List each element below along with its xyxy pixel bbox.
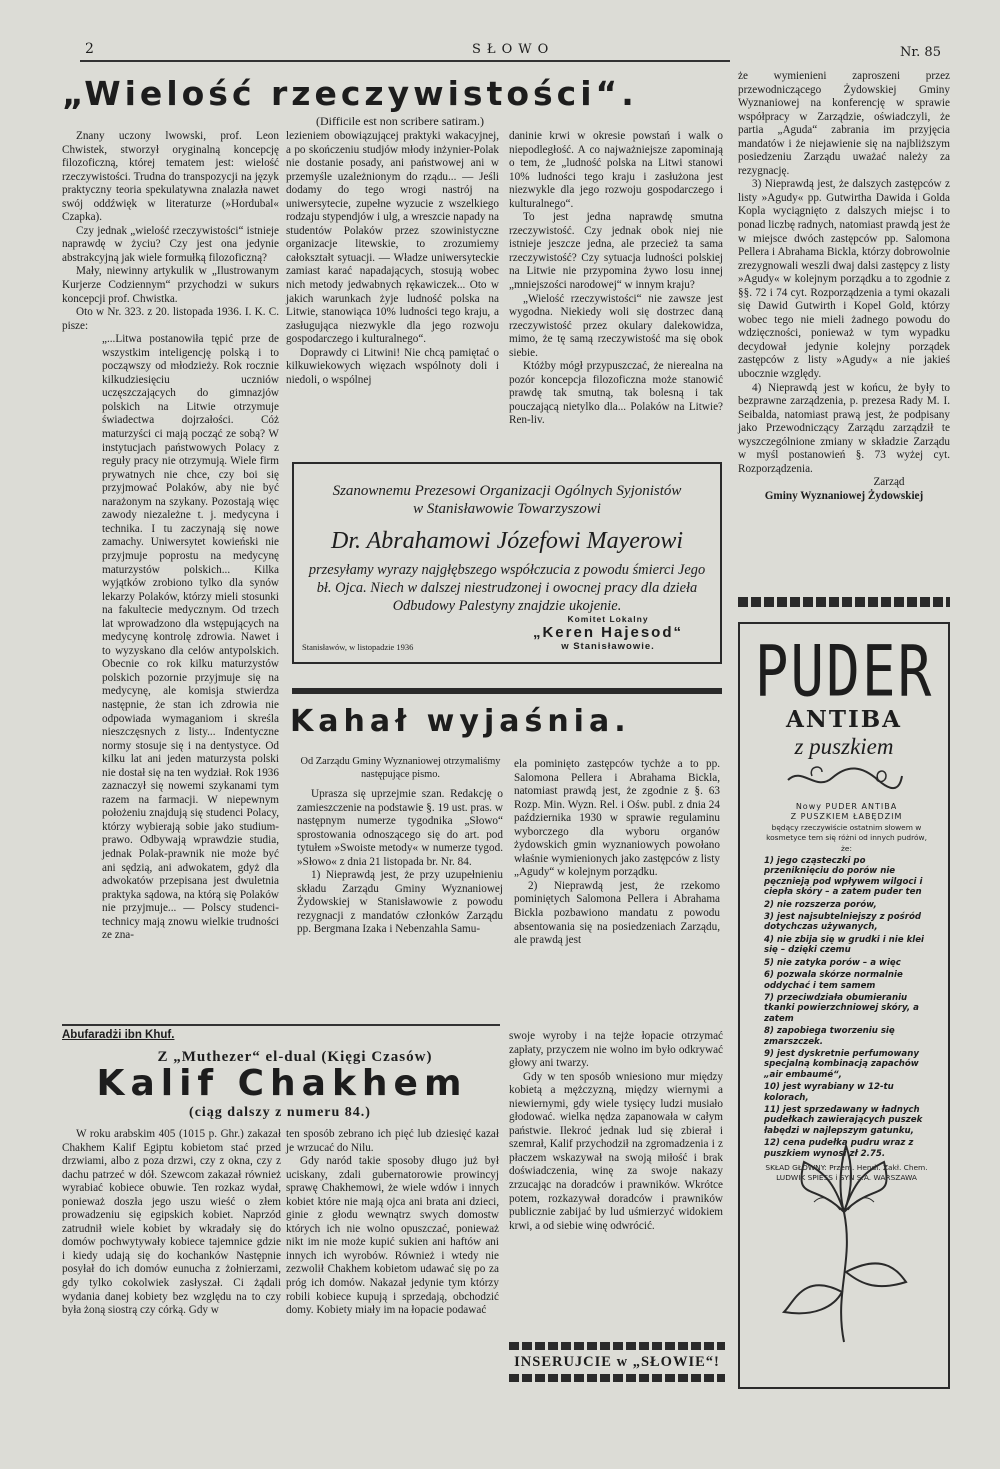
article1-column-1: [62, 130, 279, 943]
paragraph: że wymienieni zaproszeni przez przewodniczącego Żydowskiej Gminy Wyznaniowej na konferencję w sprawie współpracy w Zarządzie, oświadczyli, że partia „Aguda“ zabrania im przyjęcia mandatów i że niejawienie się na najbliższym posiedzeniu Zarządu uważać należy za rezygnację.: [738, 70, 950, 177]
ad-item: 4) nie zbija się w grudki i nie klei się – dzięki czemu: [764, 934, 924, 956]
article3-column-3: [509, 1030, 723, 1233]
condolence-notice: [292, 462, 722, 664]
banner-rule-top: [509, 1342, 725, 1350]
article-title-kahal: Kahał wyjaśnia.: [290, 704, 631, 739]
paragraph: 3) Nieprawdą jest, że dalszych zastępców z listy »Agudy« pp. Gutwirtha Dawida i Golda Kopla wyciągnięto z dalszych miejsc i to ponad liczbę radnych, natomiast prawdą jest że w miejsce dwóch zastępców pp. Salomona Pellera i Abrahama Bickla, którzy dobrowolnie zrezygnowali weszli dwaj dalsi zastępcy z listy »Agudy« w kolejnym porządku a to zgodnie z §§. 72 i 74 cyt. Rozporządzenia a tymi okazali się Dawid Gutwirth i Kopel Gold, którzy wobec tego nie mieli żadnego powodu do wdzięczności, ponieważ w tym wypadku decydował jedynie kolejny porządek zastępców z listy »Agudy« a nie jakieś ubocznie względy.: [738, 178, 950, 381]
article3-author: Abufaradżi ibn Khuf.: [62, 1029, 175, 1041]
article2-column-3: [738, 70, 950, 504]
article3-subtitle: Z „Muthezer“ el-dual (Kięgi Czasów): [157, 1049, 433, 1065]
ad-item: 6) pozwala skórze normalnie oddychać i tem samem: [764, 970, 903, 991]
notice-line-1: Szanownemu Prezesowi Organizacji Ogólnych Syjonistów: [332, 483, 682, 499]
article-title-wielosc: „Wielość rzeczywistości“.: [62, 74, 638, 113]
paragraph: „Wielość rzeczywistości“ nie zawsze jest wygodna. Niekiedy woli się dostrzec daną rzeczywistość przez okulary dalekowidza, mimo, że tę samą rzeczywistość ma się obok siebie.: [509, 292, 723, 359]
ad-product-name: ANTIBA: [785, 706, 903, 733]
paragraph: W roku arabskim 405 (1015 p. Ghr.) zakazał Chakhem Kalif Egiptu kobietom stać przed drzwiami, albo z poza drzwi, czy z okna, czy z dachu patrzeć w dół. Szewcom zakazał również wyrabiać kobiece obuwie. Ten rozkaz wydał, ponieważ doszła jego uszu wieść o złem prowadzeniu się egipskich kobiet. Naprzód zatrudnił wiele kobiet by wkradały się do domów pochwytywały kobiece tajemnice gdzie i kiedy udają się do kochanków Następnie posyłał do ich domów eunucha z żołnierzami, gdy tylko cokolwiek zasłyszał. Ci żądali wydania danej kobiety bez względu na to czy była żoną siostrą czy córką. Gdy w: [62, 1128, 281, 1317]
article1-column-2: [286, 130, 499, 387]
banner-rule-bottom: [509, 1374, 725, 1382]
section-rule: [292, 688, 722, 694]
page-number: 2: [85, 41, 94, 57]
paragraph: Uprasza się uprzejmie szan. Redakcję o zamieszczenie na podstawie §. 19 ust. pras. w następnym numerze tygodnika „Słowo“ sprostowania odnoszącego się do art. pod tytułem »Swoiste metody« w numerze tygod. »Słowo« z dnia 21 listopada br. Nr. 84.: [297, 788, 503, 868]
paragraph: ten sposób zebrano ich pięć lub dziesięć kazał je wrzucać do Nilu.: [286, 1128, 499, 1154]
flower-illustration-icon: [774, 1142, 914, 1362]
ad-item: 7) przeciwdziała obumieraniu tkanki powierzchniowej skóry, a zatem: [764, 992, 919, 1024]
committee-name: „Keren Hajesod“: [532, 624, 684, 641]
paragraph: Mały, niewinny artykulik w „Ilustrowanym Kurjerze Codziennym“ przychodzi w sukurs koncepcji prof. Chwistka.: [62, 265, 279, 305]
paragraph: Oto w Nr. 323. z 20. listopada 1936. I. K. C. pisze:: [62, 306, 279, 332]
header-rule: [80, 60, 730, 62]
ad-product-sub: z puszkiem: [794, 734, 894, 759]
paragraph: lezieniem obowiązującej praktyki wakacyjnej, a po skończeniu studjów młody inżynier-Polak nie dostanie posady, ani państwowej ani w przemyśle uzależnionym do rządu... — Jeśli dodamy do tego wrogi nastrój na uniwersytecie, zupełne wyzucie z wszelkiego rodzaju stypendjów i ulg, a wreszcie napady na studentów Polaków przez szowinistyczne organizacje litewskie, to zrozumiemy całokształt sytuacji. — Władze uniwersyteckie zamiast karać napadających, stosują wobec nich metody jedwabnych rękawiczek... Oto w jakich warunkach żyje ludność polska na Litwie, stanowiąca 10% ludności tego kraju, a zasługująca niezwykle dla jego rozwoju gospodarczego i kulturalnego“.: [286, 130, 499, 346]
signature-line-1: Zarząd: [873, 476, 905, 489]
ad-item: 1) jego cząsteczki po przeniknięciu do porów nie pęcznieją pod wpływem wilgoci i ciepła skóry – a zatem puder ten: [764, 856, 923, 898]
ad-item: 12) cena pudełka pudru wraz z puszkiem wynosi zł 2.75.: [764, 1138, 914, 1159]
article-title-kalif: Kalif Chakhem: [96, 1063, 468, 1104]
ad-item: 5) nie zatyka porów – a więc: [764, 957, 901, 968]
paragraph: Doprawdy ci Litwini! Nie chcą pamiętać o kilkuwiekowych więzach wspólnoty doli i niedoli, o wspólnej: [286, 346, 499, 386]
ad-item: 9) jest dyskretnie perfumowany specjalną kombinacją zapachów „air embaumé“,: [764, 1048, 919, 1080]
article3-column-2: [286, 1128, 499, 1318]
paragraph: Czy jednak „wielość rzeczywistości“ istnieje naprawdę w życiu? Czy jest ona jedynie abstrakcyjną jak wiele formułką filozoficzną?: [62, 224, 279, 264]
paragraph: daninie krwi w okresie powstań i walk o niepodległość. A co najważniejsze zapominają o tem, że „ludność polska na Litwi stanowi 10% ludności tego kraju i zasłużona jest niezwykle dla jego rozwoju gospodarczego i kulturalnego“.: [509, 130, 723, 210]
swirl-ornament-icon: [782, 762, 908, 796]
masthead-name: SŁOWO: [472, 42, 555, 57]
notice-body: przesyłamy wyrazy najgłębszego współczucia z powodu śmierci Jego bł. Ojca. Niech w dalszej niestrudzonej i owocnej pracy dla dzieła Odbudowy Palestyny znajdzie ukojenie.: [308, 562, 706, 614]
ad-intro-3: będący rzeczywiście ostatnim słowem w kosmetyce tem się różni od innych pudrów, że:: [766, 822, 927, 853]
notice-committee: [518, 614, 698, 652]
puder-antiba-advertisement: [738, 622, 950, 1389]
paragraph: swoje wyroby i na tejże łopacie otrzymać zapłaty, przyczem nie wolno im było odkrywać głowy ani twarzy.: [509, 1030, 723, 1070]
ad-footer: SKŁAD GŁÓWNY: Przem. Hendl. Zakł. Chem. LUDWIK SPIESS i SYN S.A. WARSZAWA: [765, 1163, 928, 1183]
paragraph: Znany uczony lwowski, prof. Leon Chwistek, stworzył oryginalną koncepcję filozoficzną, której tematem jest: wielość rzeczywistości. Trudna do transpozycji na język praktyczny teoria spekulatywna znalazła nawet swój oddźwięk w literaturze (»Hordubal« Czapka).: [62, 130, 279, 224]
section-rule: [62, 1024, 500, 1026]
article2-lead: Od Zarządu Gminy Wyznaniowej otrzymaliśmy następujące pismo.: [300, 756, 501, 780]
committee-label: Komitet Lokalny: [567, 614, 649, 624]
paragraph: Gdy w ten sposób wniesiono mur między kobietą a mężczyzną, między wiernymi a niewiernymi, gdy wiele tysięcy ludzi musiało głodować. wielka nędza zapanowała w całym państwie. Ilekroć jednak lud się zbierał i szemrał, Kalif przychodził na zgromadzenia i z płaczem wskazywał na swoją miłość i brak doświadczenia, winę za swoje nakazy zrzucając na doradców i prawników. Wkrótce potem, rozkazywał doradców i prawników publicznie zabijać by lud uśmierzyć widokiem krwi, a od siebie winę odwrócić.: [509, 1070, 723, 1232]
article3-continued: (ciąg dalszy z numeru 84.): [189, 1105, 371, 1120]
notice-line-2: w Stanisławowie Towarzyszowi: [413, 501, 601, 517]
article2-column-1: [297, 788, 503, 937]
paragraph: Gdy naród takie sposoby długo już był uciskany, zdali gubernatorowie prowincyj sprawę Chakhemowi, że wiele wdów i innych kobiet które nie mają ojca ani brata ani dzieci, ginie z głodu wewnątrz swych domostw których ich nie wolno opuszczać, ponieważ nikt im nie może kupić sukien ani haftów ani innych ich wyrobów. Również i wtedy nie zezwolił Chakhem kobietom udawać się po za próg ich domów. Nakazał jedynie tym którzy robili kobiece kupują i sprzedają, obchodzić domy. Kobiety miały im na łopacie podawać: [286, 1155, 499, 1317]
insert-banner: [509, 1342, 725, 1382]
issue-number: Nr. 85: [900, 45, 941, 60]
paragraph: Któżby mógł przypuszczać, że nierealna na pozór koncepcja filozoficzna może stanowić prawdę tak smutną, tak bolesną i tak pouczającą nietylko dla... Polaków na Litwie? Ren-liv.: [509, 360, 723, 427]
ad-brand: PUDER: [754, 631, 934, 713]
ad-item: 8) zapobiega tworzeniu się zmarszczek.: [764, 1026, 895, 1047]
notice-place-date: Stanisławów, w listopadzie 1936: [302, 642, 414, 652]
ad-rule: [738, 597, 950, 607]
paragraph: 4) Nieprawdą jest w końcu, że były to bezprawne zarządzenia, p. prezesa Rady M. I. Seibalda, natomiast prawą jest, że podpisany jako Przewodniczący Zarządu zarządził te wyszczególnione zmiany w składzie Zarządu w myśl postanowień §. 73 wyżej cyt. Rozporządzenia.: [738, 381, 950, 475]
ad-intro-2: Z PUSZKIEM ŁABĘDZIM: [790, 812, 903, 822]
ad-item: 10) jest wyrabiany w 12-tu kolorach,: [764, 1082, 894, 1103]
article2-column-2: [514, 758, 720, 948]
paragraph: 1) Nieprawdą jest, że przy uzupełnieniu składu Zarządu Gminy Wyznaniowej Żydowskiej w Stanisławowie z powodu rezygnacji z mandatów członków Zarządu pp. Bergmana Izaka i Nebenzahla Samu-: [297, 869, 503, 936]
insert-banner-text: INSERUJCIE w „SŁOWIE“!: [514, 1354, 720, 1370]
ad-item: 11) jest sprzedawany w ładnych pudełkach zawierających puszek łabędzi w najlepszym gatunku,: [764, 1104, 923, 1136]
article1-column-3: [509, 130, 723, 428]
article3-column-1: [62, 1128, 281, 1318]
paragraph: To jest jedna naprawdę smutna rzeczywistość. Czy jednak obok niej nie istnieje jeszcze jedna, ale przecież ta sama rzeczywistość? Czy sytuacja ludności polskiej na Litwie nie przypomina żywo losu innej „mniejszości narodowej“ w innym kraju?: [509, 211, 723, 292]
ad-item: 2) nie rozszerza porów,: [764, 899, 877, 910]
ad-item: 3) jest najsubtelniejszy z pośród dotychczas używanych,: [764, 912, 922, 933]
quote-paragraph: „...Litwa postanowiła tępić prze de wszystkim inteligencję polską i to począwszy od młodzieży. Rok rocznie kilkudziesięciu uczniów uczęszczających do gimnazjów polskich na Litwie otrzymuje świadectwa dojrzałości. Cóż maturzyści ci mają począć ze sobą? W instytucjach państwowych Polacy z reguły pracy nie otrzymują. Wiele firm prywatnych nie chce, czy boi się przyjmować Polaków, aby nie być narażonym na szykany. Pozostają więc zawody niezależne t. j. medycyna i technika. I tu zaczynają się nowe zamachy. Uniwersytet kowieński nie przyjmuje poprostu na medycynę maturzystów polskich... Kilka wyjątków zrobiono tylko dla synów lekarzy Polaków, którzy mieli stosunki na fakultecie medycznym. Od trzech lat wprowadzono dla wstępujących na medycynę kontrolę zdrowia. Nawet i to wyzyskano dla celów antypolskich. Obecnie co rok kilku maturzystów polskich pozornie przyjmuje się na medycynę, ale komisja stwierdza następnie, że stan ich zdrowia nie odpowiada wymaganiom i skreśla nieszczęsnych z listy... Indentyczne normy stosuje się i na dentystyce. Od kilku lat ani jeden maturzysta polski nie dostał się na ten wydział. Rok 1936 zaznaczył się nowemi szykanami tym razem na farmacji. W niepewnym położeniu znajdują się studenci Polacy, którzy wybierają sobie jako studium-prawo. Odbywają wprawdzie studia, jednak Polak-prawnik nie może być ani sędzią, ani adwokatem, gdyż dla adwokatów przepisana jest dwuletnia praktyka sądowa, na którą się Polaków nie przyjmuje... — Polscy studenci-technicy mają znowu wielkie trudności ze zna-: [102, 333, 279, 942]
article-epigraph: (Difficile est non scribere satiram.): [315, 114, 485, 128]
paragraph: 2) Nieprawdą jest, że rzekomo pominiętych Salomona Pellera i Abrahama Bickla pozbawiono mandatu z powodu absentowania się na posiedzeniach Zarządu, ale prawdą jest: [514, 879, 720, 947]
notice-recipient: Dr. Abrahamowi Józefowi Mayerowi: [331, 528, 683, 554]
ad-body: [764, 802, 929, 1184]
ad-intro-1: Nowy PUDER ANTIBA: [795, 802, 898, 811]
paragraph: ela pominięto zastępców tychże a to pp. Salomona Pellera i Abrahama Bickla, natomiast prawdą jest, że zgodnie z §. 63 Rozp. Min. Wyzn. Rel. i Ośw. publ. z dnia 24 października 1930 w sprawie regulaminu wyborczego dla wyboru organów żydowskich gmin wyznaniowych powołano właśnie wymienionych jako zastępców z listy „Agudy“ w kolejnym porządku.: [514, 758, 720, 879]
committee-place: w Stanisławowie.: [561, 641, 655, 652]
signature-line-2: Gminy Wyznaniowej Żydowskiej: [764, 489, 924, 502]
